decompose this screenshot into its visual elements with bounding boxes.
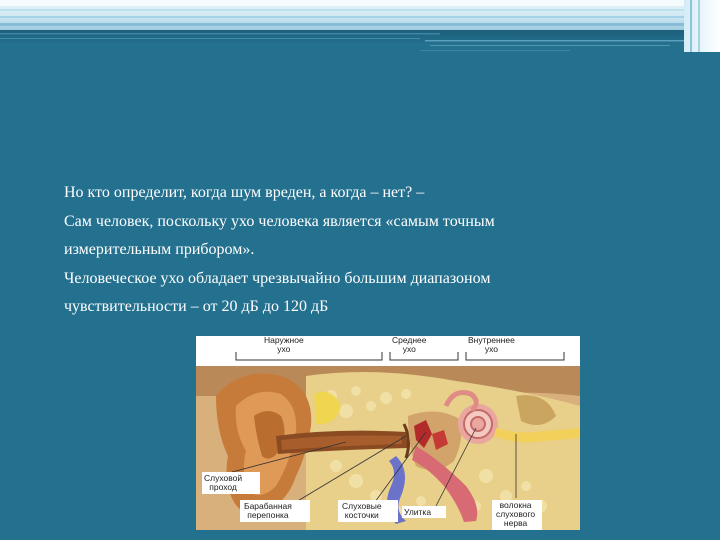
label-ossicles: Слуховые косточки bbox=[342, 501, 382, 520]
ear-anatomy-figure bbox=[196, 336, 580, 530]
label-ear-canal: Слуховой проход bbox=[204, 473, 243, 492]
paragraph-line: Но кто определит, когда шум вреден, а когда – нет? – bbox=[64, 184, 425, 201]
label-eardrum: Барабанная перепонка bbox=[244, 501, 292, 520]
corner-decoration bbox=[684, 0, 720, 52]
paragraph-line: Сам человек, поскольку ухо человека является «самым точным bbox=[64, 212, 495, 230]
label-middle-ear: Среднее ухо bbox=[392, 335, 427, 354]
top-decorative-band bbox=[0, 0, 720, 30]
slide-body-text bbox=[64, 179, 664, 322]
top-decorative-lines bbox=[0, 30, 720, 70]
top-band-stripes bbox=[0, 0, 720, 30]
paragraph-line: Человеческое ухо обладает чрезвычайно большим диапазоном bbox=[64, 269, 491, 287]
label-inner-ear: Внутреннее ухо bbox=[468, 335, 515, 354]
paragraph-line: чувствительности – от 20 дБ до 120 дБ bbox=[64, 298, 329, 316]
label-cochlea: Улитка bbox=[404, 507, 432, 517]
paragraph-line: измерительным прибором». bbox=[64, 241, 255, 259]
label-auditory-nerve: волокна слухового нерва bbox=[496, 500, 536, 528]
label-outer-ear: Наружное ухо bbox=[264, 335, 304, 354]
